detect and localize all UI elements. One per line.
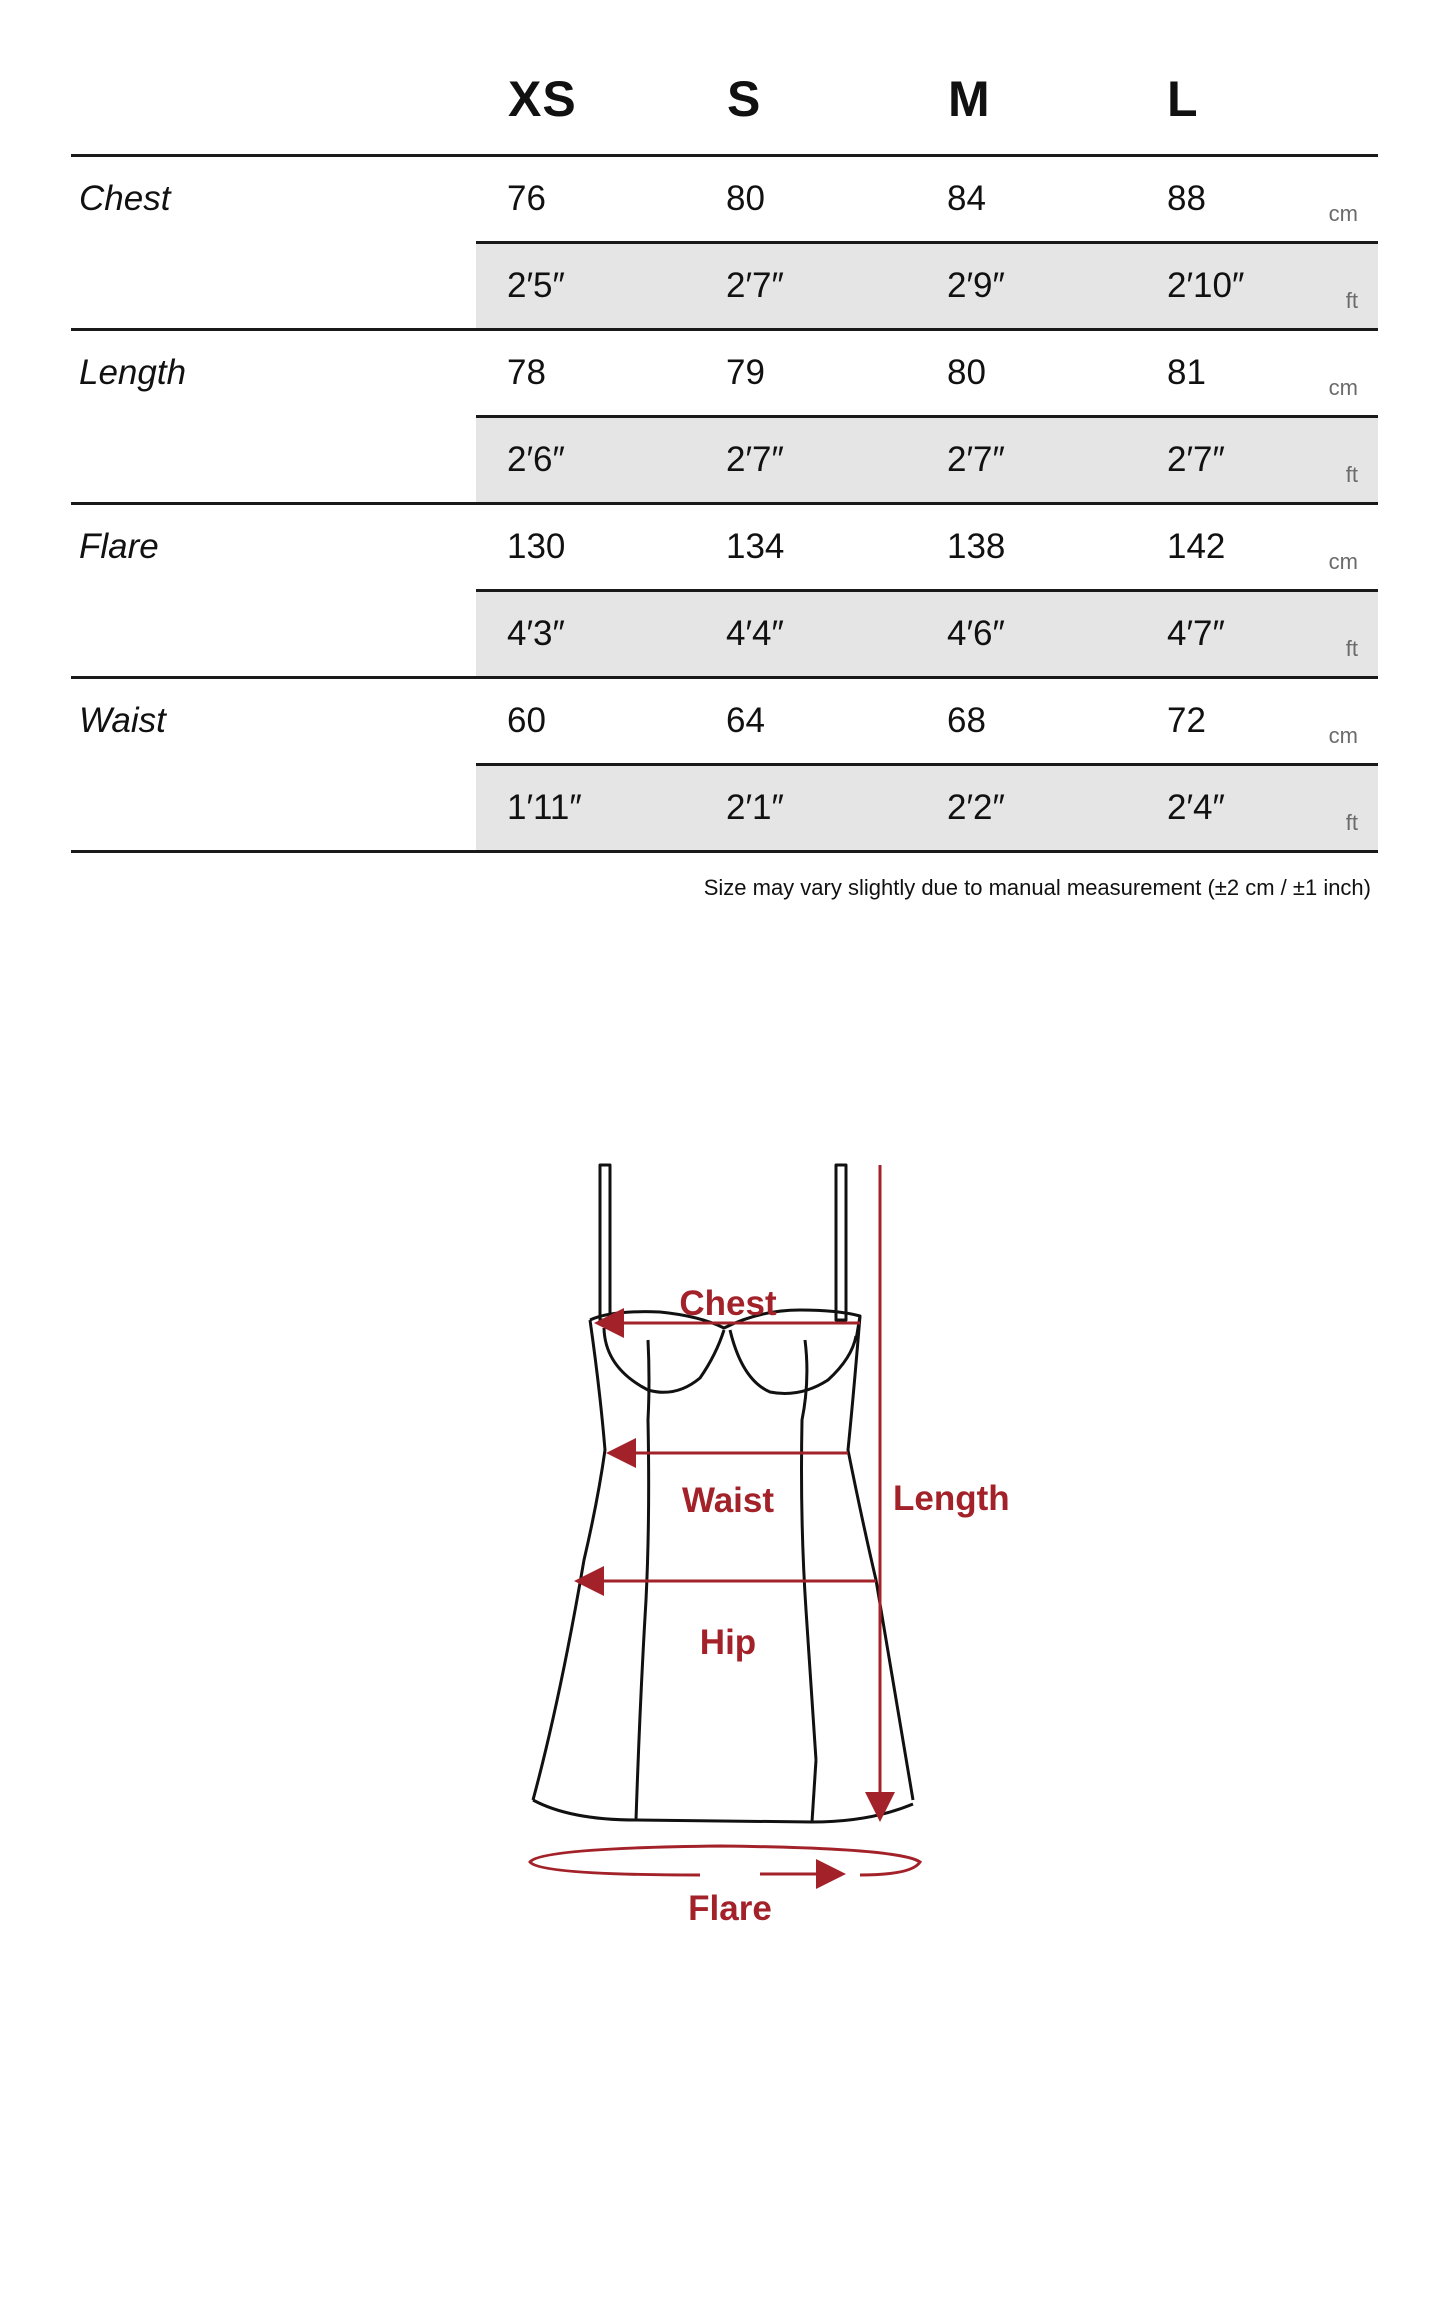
flare-ft-s: 4′4″ [726, 614, 784, 653]
flare-cm-l: 142 [1167, 527, 1226, 566]
dress-measurement-diagram [0, 1140, 1445, 1940]
hip-diagram-label: Hip [699, 1623, 757, 1662]
length-ft-m: 2′7″ [947, 440, 1005, 479]
length-ft-xs: 2′6″ [507, 440, 565, 479]
chest-cm-m: 84 [947, 179, 986, 218]
unit-ft: ft [1345, 636, 1358, 661]
chest-ft-l: 2′10″ [1167, 266, 1245, 305]
flare-ft-m: 4′6″ [947, 614, 1005, 653]
waist-cm-xs: 60 [507, 701, 546, 740]
chest-cm-s: 80 [726, 179, 765, 218]
waist-cm-s: 64 [726, 701, 765, 740]
flare-ft-xs: 4′3″ [507, 614, 565, 653]
flare-label: Flare [79, 527, 159, 566]
flare-ft-l: 4′7″ [1167, 614, 1225, 653]
chest-ft-m: 2′9″ [947, 266, 1005, 305]
row-shade [476, 766, 1378, 853]
waist-cm-m: 68 [947, 701, 986, 740]
slit-line [812, 1760, 816, 1822]
chest-ft-xs: 2′5″ [507, 266, 565, 305]
chest-cm-l: 88 [1167, 179, 1206, 218]
size-header-s: S [727, 71, 762, 127]
size-header-xs: XS [508, 71, 577, 127]
unit-cm: cm [1328, 201, 1358, 226]
flare-diagram-label: Flare [688, 1889, 772, 1928]
unit-ft: ft [1345, 288, 1358, 313]
length-cm-m: 80 [947, 353, 986, 392]
waist-diagram-label: Waist [681, 1481, 775, 1520]
hem [533, 1800, 913, 1822]
unit-ft: ft [1345, 462, 1358, 487]
unit-ft: ft [1345, 810, 1358, 835]
row-shade [476, 592, 1378, 679]
flare-cm-s: 134 [726, 527, 785, 566]
waist-cm-row [71, 679, 1378, 766]
waist-ft-s: 2′1″ [726, 788, 784, 827]
unit-cm: cm [1328, 549, 1358, 574]
dress-diagram-svg [0, 1140, 1445, 1940]
length-cm-row [71, 331, 1378, 418]
waist-cm-l: 72 [1167, 701, 1206, 740]
left-side-seam [533, 1320, 605, 1800]
chest-ft-row [71, 244, 1378, 331]
length-cm-xs: 78 [507, 353, 546, 392]
chest-label: Chest [79, 179, 171, 218]
flare-cm-m: 138 [947, 527, 1006, 566]
length-ft-row [71, 418, 1378, 505]
flare-ft-row [71, 592, 1378, 679]
length-label: Length [79, 353, 187, 392]
length-ft-l: 2′7″ [1167, 440, 1225, 479]
length-cm-l: 81 [1167, 353, 1206, 392]
waist-ft-m: 2′2″ [947, 788, 1005, 827]
flare-cm-row [71, 505, 1378, 592]
length-ft-s: 2′7″ [726, 440, 784, 479]
size-header-l: L [1167, 71, 1199, 127]
length-diagram-label: Length [893, 1479, 1010, 1518]
row-shade [476, 418, 1378, 505]
left-strap [600, 1165, 610, 1320]
length-cm-s: 79 [726, 353, 765, 392]
chest-cm-row [71, 157, 1378, 244]
waist-ft-l: 2′4″ [1167, 788, 1225, 827]
waist-ft-xs: 1′11″ [507, 788, 582, 827]
waist-label: Waist [79, 701, 166, 740]
chest-diagram-label: Chest [679, 1284, 777, 1323]
flare-ellipse [530, 1846, 920, 1875]
flare-cm-xs: 130 [507, 527, 566, 566]
table-bottom-rule [71, 850, 1378, 853]
size-header-m: M [948, 71, 991, 127]
right-cup [730, 1330, 856, 1394]
unit-cm: cm [1328, 723, 1358, 748]
size-header-row [71, 70, 1378, 130]
waist-ft-row [71, 766, 1378, 853]
measurement-note: Size may vary slightly due to manual measurement (±2 cm / ±1 inch) [703, 875, 1371, 900]
unit-cm: cm [1328, 375, 1358, 400]
right-strap [836, 1165, 846, 1320]
chest-cm-xs: 76 [507, 179, 546, 218]
right-panel-seam [802, 1340, 817, 1760]
chest-ft-s: 2′7″ [726, 266, 784, 305]
left-cup [604, 1328, 724, 1392]
